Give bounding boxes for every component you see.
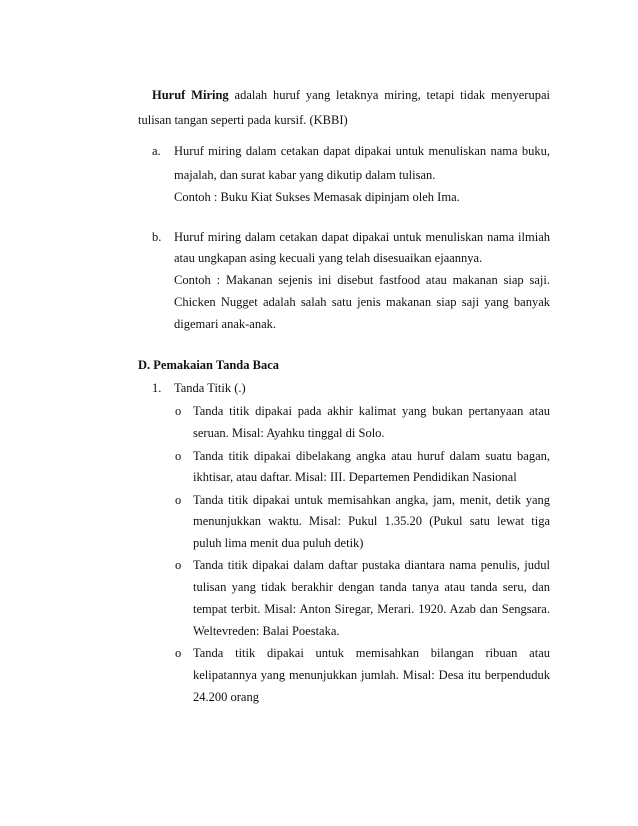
intro-term: Huruf Miring (152, 88, 229, 102)
bullet-3-line-1: Tanda titik dipakai untuk memisahkan angka, jam, menit, detik yang (193, 493, 550, 507)
item-a-line-3: Contoh : Buku Kiat Sukses Memasak dipinjam oleh Ima. (174, 190, 460, 204)
list-marker-b: b. (152, 230, 162, 244)
bullet-5-line-3: 24.200 orang (193, 690, 259, 704)
intro-line-1 (152, 87, 550, 103)
bullet-icon: o (175, 646, 182, 660)
item-b-line-4: Chicken Nugget adalah salah satu jenis makanan siap saji yang banyak (174, 295, 550, 309)
bullet-3-line-2: menunjukkan waktu. Misal: Pukul 1.35.20 (Pukul satu lewat tiga (193, 514, 550, 528)
bullet-4-line-3: tempat terbit. Misal: Anton Siregar, Merari. 1920. Azab dan Sengsara. (193, 602, 550, 616)
bullet-5-line-2: kelipatannya yang menunjukkan jumlah. Misal: Desa itu berpenduduk (193, 668, 550, 682)
list-marker-a: a. (152, 144, 161, 158)
intro-line-1-rest: adalah huruf yang letaknya miring, tetapi tidak menyerupai (234, 88, 550, 102)
bullet-1-line-2: seruan. Misal: Ayahku tinggal di Solo. (193, 426, 385, 440)
bullet-2-line-2: ikhtisar, atau daftar. Misal: III. Departemen Pendidikan Nasional (193, 470, 517, 484)
item-b-line-1: Huruf miring dalam cetakan dapat dipakai untuk menuliskan nama ilmiah (174, 230, 550, 244)
item-b-line-5: digemari anak-anak. (174, 317, 277, 331)
bullet-icon: o (175, 493, 182, 507)
bullet-1-line-1: Tanda titik dipakai pada akhir kalimat yang bukan pertanyaan atau (193, 404, 550, 418)
item-b-line-2: atau ungkapan asing kecuali yang telah disesuaikan ejaannya. (174, 251, 483, 265)
intro-line-2: tulisan tangan seperti pada kursif. (KBBI) (138, 113, 348, 127)
bullet-icon: o (175, 558, 182, 572)
bullet-4-line-4: Weltevreden: Balai Poestaka. (193, 624, 340, 638)
item-a-line-2: majalah, dan surat kabar yang dikutip dalam tulisan. (174, 168, 436, 182)
bullet-icon: o (175, 449, 182, 463)
bullet-2-line-1: Tanda titik dipakai dibelakang angka atau huruf dalam suatu bagan, (193, 449, 550, 463)
subsection-1-marker: 1. (152, 381, 162, 395)
item-b-line-3: Contoh : Makanan sejenis ini disebut fastfood atau makanan siap saji. (174, 273, 550, 287)
section-d-title (138, 357, 279, 373)
bullet-icon: o (175, 404, 182, 418)
bullet-4-line-2: tulisan yang tidak berakhir dengan tanda tanya atau tanda seru, dan (193, 580, 550, 594)
bullet-3-line-3: puluh lima menit dua puluh detik) (193, 536, 364, 550)
bullet-5-line-1: Tanda titik dipakai untuk memisahkan bilangan ribuan atau (193, 646, 550, 660)
section-d-title-text: D. Pemakaian Tanda Baca (138, 358, 280, 372)
bullet-4-line-1: Tanda titik dipakai dalam daftar pustaka diantara nama penulis, judul (193, 558, 550, 572)
subsection-1-title: Tanda Titik (.) (174, 381, 246, 395)
item-a-line-1: Huruf miring dalam cetakan dapat dipakai untuk menuliskan nama buku, (174, 144, 550, 158)
